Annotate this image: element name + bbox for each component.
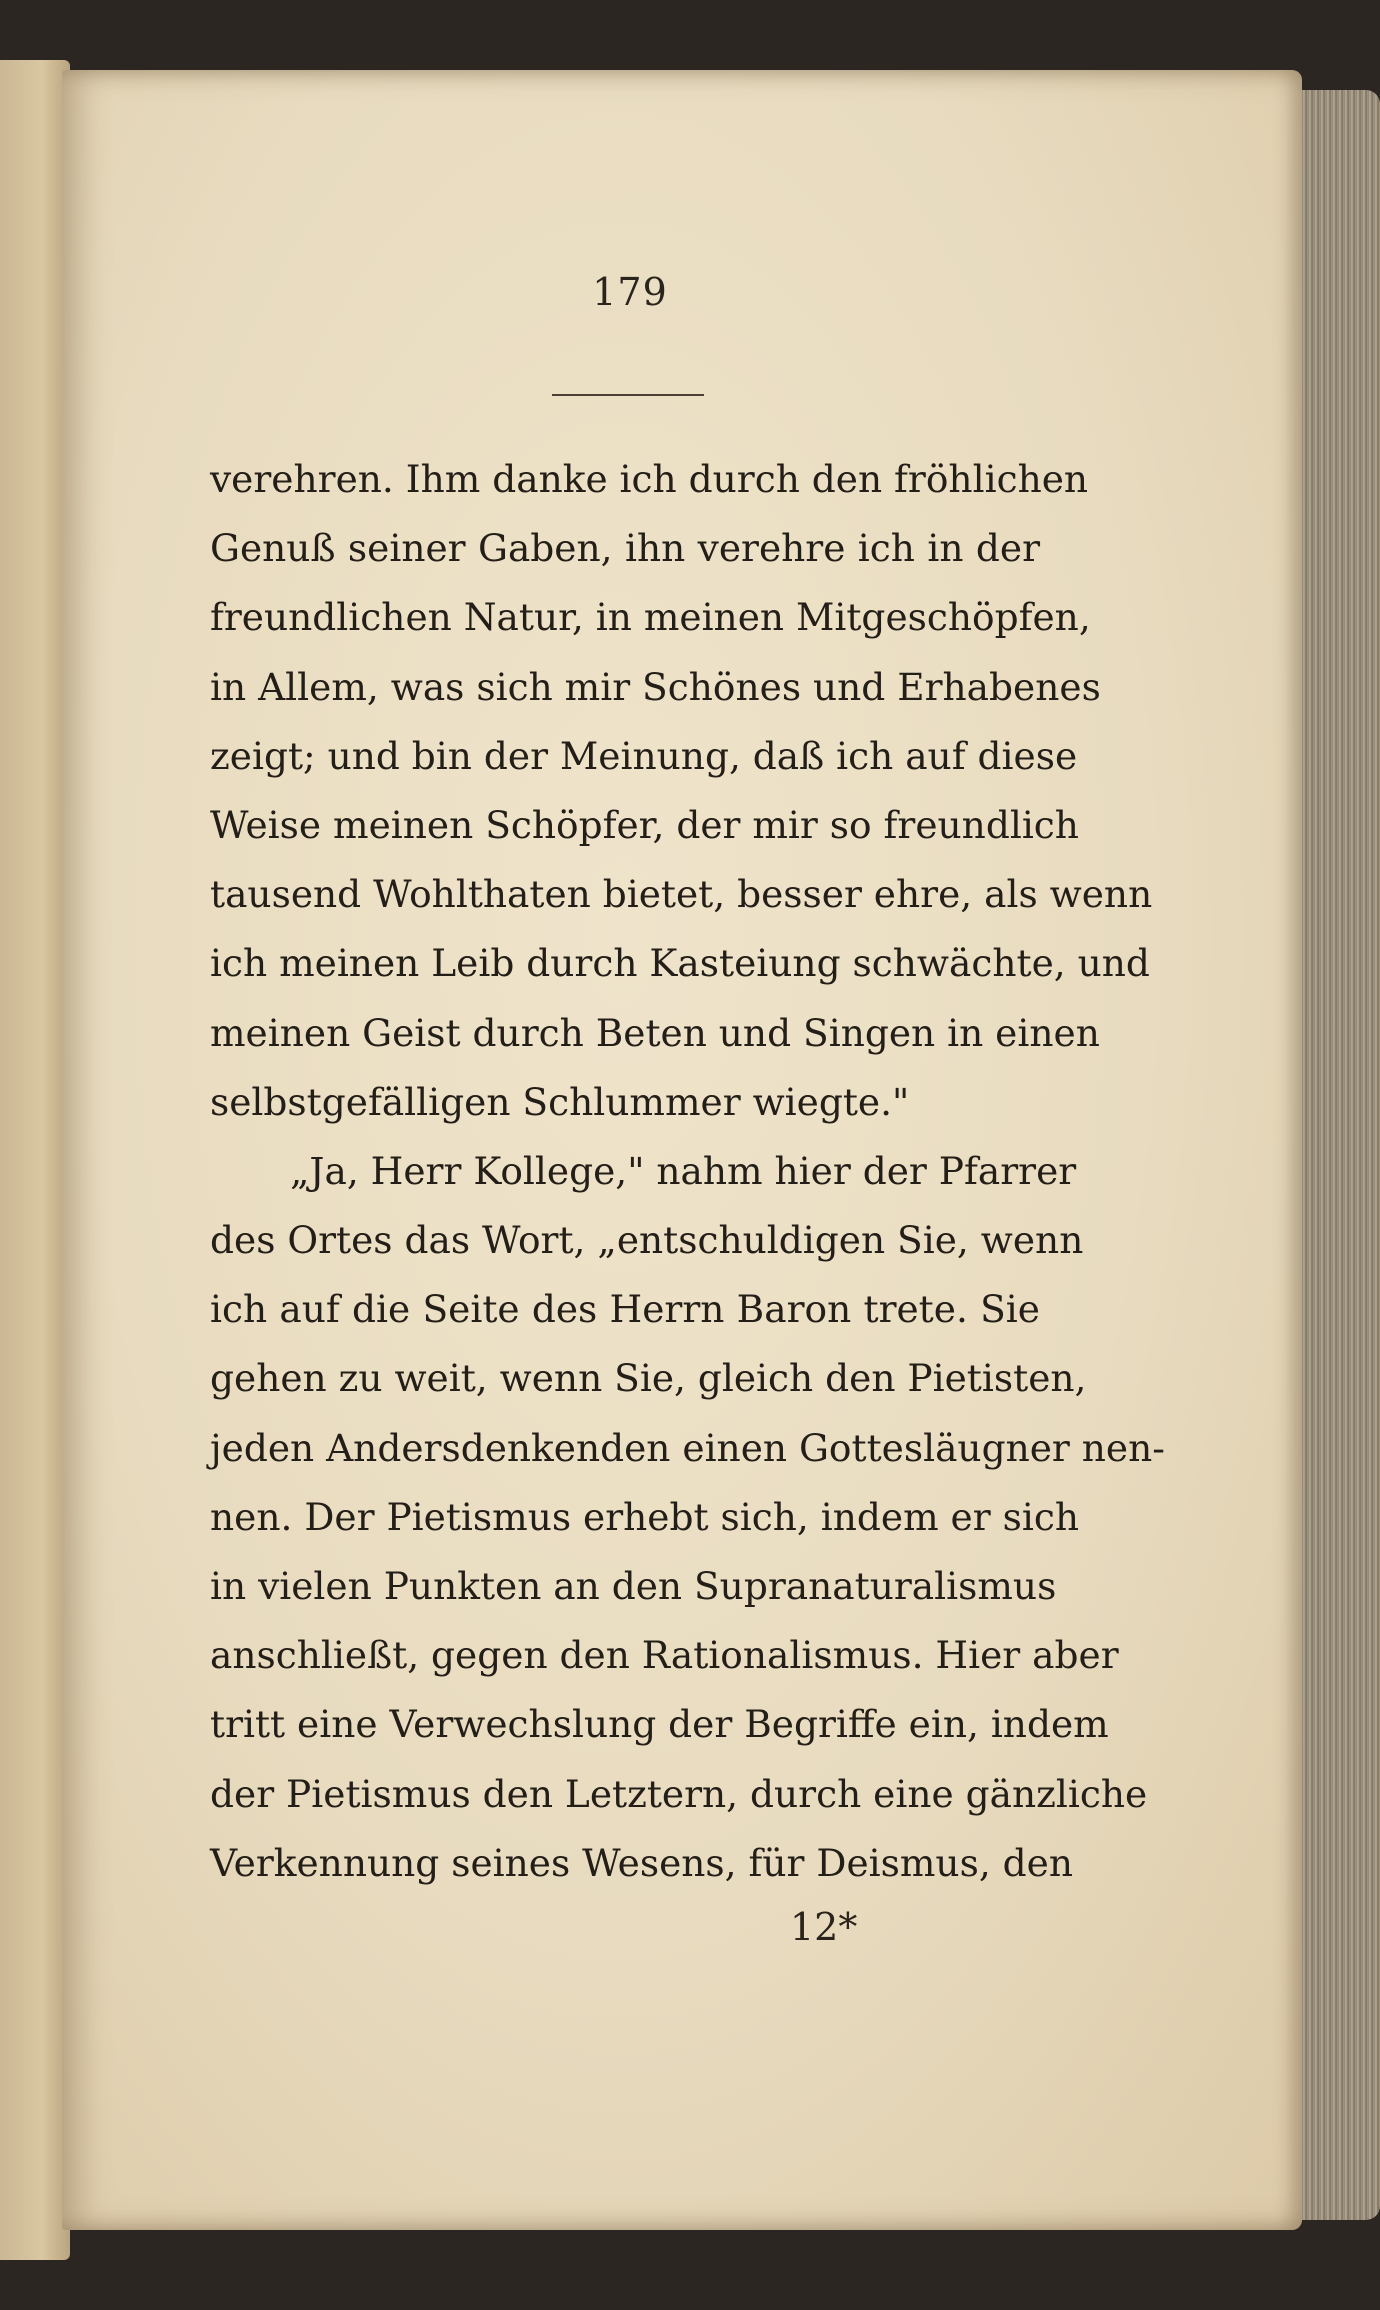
- text-line: ich meinen Leib durch Kasteiung schwächte, und: [210, 941, 1150, 986]
- text-line: verehren. Ihm danke ich durch den fröhlichen: [210, 457, 1089, 501]
- left-page-edge: [0, 60, 70, 2260]
- body-text: [210, 445, 1165, 1898]
- text-line: Genuß seiner Gaben, ihn verehre ich in der: [210, 526, 1040, 571]
- text-line: ich auf die Seite des Herrn Baron trete. Sie: [210, 1287, 1040, 1332]
- header-rule: [552, 394, 704, 396]
- text-line: der Pietismus den Letztern, durch eine gänzliche: [210, 1771, 1148, 1816]
- text-line: nen. Der Pietismus erhebt sich, indem er sich: [210, 1494, 1079, 1539]
- text-line: „Ja, Herr Kollege," nahm hier der Pfarrer: [290, 1148, 1077, 1193]
- signature-mark: 12*: [790, 1905, 858, 1949]
- text-line: zeigt; und bin der Meinung, daß ich auf diese: [210, 733, 1078, 778]
- text-line: in Allem, was sich mir Schönes und Erhabenes: [210, 664, 1101, 709]
- text-line: jeden Andersdenkenden einen Gottesläugner nen-: [210, 1425, 1165, 1470]
- text-line: meinen Geist durch Beten und Singen in einen: [210, 1010, 1100, 1055]
- page-number: 179: [592, 270, 668, 314]
- text-line: tritt eine Verwechslung der Begriffe ein, indem: [210, 1702, 1109, 1747]
- text-line: anschließt, gegen den Rationalismus. Hier aber: [210, 1633, 1119, 1678]
- text-line: Verkennung seines Wesens, für Deismus, den: [210, 1840, 1074, 1885]
- text-line: in vielen Punkten an den Supranaturalismus: [210, 1564, 1057, 1608]
- text-line: selbstgefälligen Schlummer wiegte.": [210, 1079, 910, 1124]
- page-stack-edge: [1290, 90, 1380, 2220]
- text-line: tausend Wohlthaten bietet, besser ehre, als wenn: [210, 872, 1153, 917]
- text-line: gehen zu weit, wenn Sie, gleich den Pietisten,: [210, 1356, 1087, 1401]
- text-line: freundlichen Natur, in meinen Mitgeschöpfen,: [210, 595, 1091, 640]
- text-line: des Ortes das Wort, „entschuldigen Sie, wenn: [210, 1218, 1084, 1263]
- text-line: Weise meinen Schöpfer, der mir so freundlich: [210, 802, 1079, 847]
